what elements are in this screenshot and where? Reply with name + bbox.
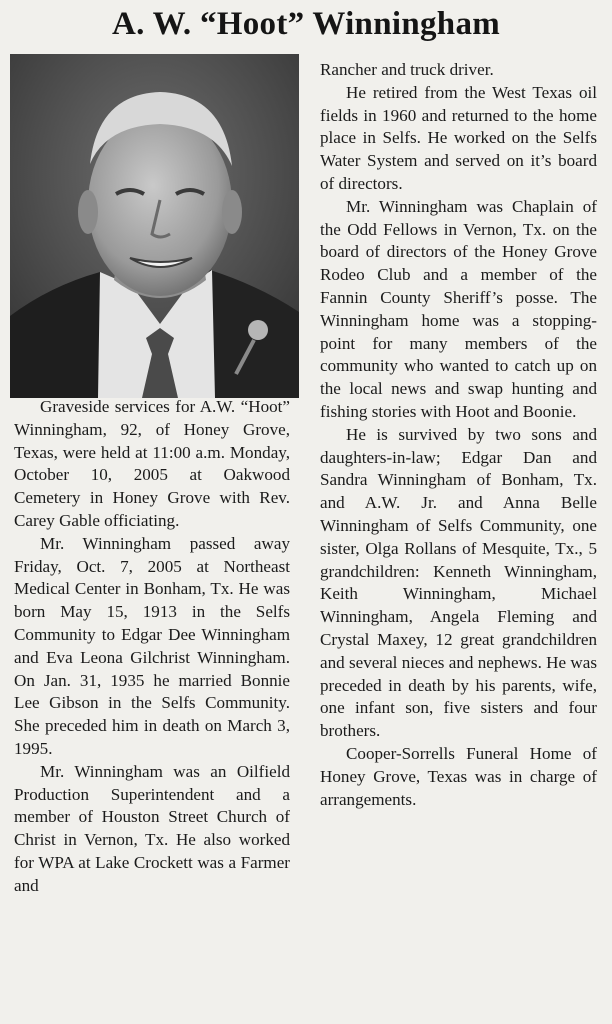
left-column: [14, 396, 290, 898]
paragraph-passing: Mr. Winningham passed away Friday, Oct. 7, 2005 at Northeast Medical Center in Bonham, Tx. He was born May 15, 1913 in the Selfs Community to Edgar Dee Winningham and Eva Leona Gilchrist Winningham. On Jan. 31, 1935 he married Bonnie Lee Gibson in the Selfs Community. She preceded him in death on March 3, 1995.: [14, 533, 290, 758]
obituary-headline: A. W. “Hoot” Winningham: [111, 6, 501, 42]
portrait-photo-icon: [10, 54, 299, 398]
paragraph-career: Mr. Winningham was an Oilfield Production Superintendent and a member of Houston Street Church of Christ in Vernon, Tx. He also worked for WPA at Lake Crockett was a Farmer and: [14, 761, 290, 895]
paragraph-career-continued: Rancher and truck driver.: [320, 60, 494, 79]
paragraph-services: Graveside services for A.W. “Hoot” Winningham, 92, of Honey Grove, Texas, were held at 11:00 a.m. Monday, October 10, 2005 at Oakwood Cemetery in Honey Grove with Rev. Carey Gable officiating.: [14, 397, 290, 530]
right-column: [320, 59, 597, 811]
paragraph-community: Mr. Winningham was Chaplain of the Odd Fellows in Vernon, Tx. on the board of directors of the Honey Grove Rodeo Club and a member of the Fannin County Sheriff’s posse. The Winningham home was a stopping-point for many members of the community who wanted to catch up on the local news and swap hunting and fishing stories with Hoot and Boonie.: [320, 196, 597, 421]
paragraph-survivors: He is survived by two sons and daughters-in-law; Edgar Dan and Sandra Winningham of Bonham, Tx. and A.W. Jr. and Anna Belle Winningham of Selfs Community, one sister, Olga Rollans of Mesquite, Tx., 5 grandchildren: Kenneth Winningham, Keith Winningham, Michael Winningham, Angela Fleming and Crystal Maxey, 12 great grandchildren and several nieces and nephews. He was preceded in death by his parents, wife, one infant son, five sisters and four brothers.: [320, 424, 597, 741]
paragraph-arrangements: Cooper-Sorrells Funeral Home of Honey Grove, Texas was in charge of arrangements.: [320, 743, 597, 809]
portrait-photo: [10, 54, 299, 398]
paragraph-retirement: He retired from the West Texas oil fields in 1960 and returned to the home place in Selfs. He worked on the Selfs Water System and served on it’s board of directors.: [320, 82, 597, 193]
